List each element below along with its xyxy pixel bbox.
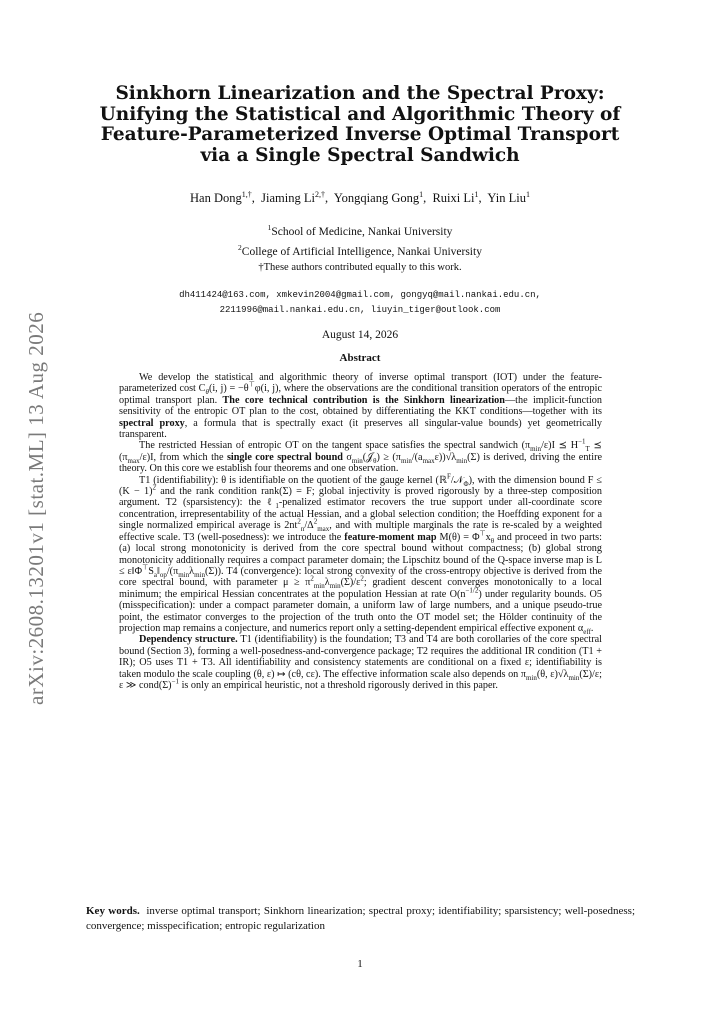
author-list: Han Dong$^{1,\dagger}$, Jiaming $Li^{2,\dagger}$, Yongqiang Gong$^1$, Ruixi Li$^1$, Yin Liu$^1$ — [190, 190, 530, 206]
text-run: The restricted Hessian of entropic OT on the tangent space satisfies the spectral sandwich (π — [139, 440, 531, 452]
math-script-run: Φ — [463, 479, 469, 488]
math-script-run: min — [400, 456, 412, 465]
math-script-run: T — [585, 445, 590, 454]
paper-title — [85, 84, 635, 166]
keywords — [86, 904, 635, 934]
math-script-run: F — [447, 472, 451, 481]
text-run: (Σ) is derived, driving the entire theory. On this core we establish four theorems and one observation. — [119, 451, 602, 475]
text-run: /Δ — [304, 520, 314, 532]
math-script-run: ⊤ — [479, 529, 486, 538]
title-line: via a Single Spectral Sandwich — [200, 144, 520, 166]
keywords-label: Key words. — [86, 905, 140, 917]
email-block — [85, 288, 635, 318]
math-script-run: a — [153, 570, 157, 579]
affiliation-mark: 2 — [238, 242, 242, 252]
text-run: T1 (identifiability) is the foundation; T3 and T4 are both corollaries of the core spectral bound (Section 3), forming a well-posedness-and-convergence package; T2 requires the additional IR condition (T1 + IR); O5 uses T1 + T3. All identifiability and consistency statements are conditional on a fixed ε; identifiability is taken modulo the scale coupling (θ, ε) ↦ (cθ, cε). The effective information scale also depends on π — [119, 634, 602, 680]
author-name: Yin Liu — [487, 191, 526, 206]
math-script-run: min — [456, 456, 468, 465]
text-run: . — [590, 622, 594, 634]
title-line: Unifying the Statistical and Algorithmic Theory of — [99, 103, 621, 125]
text-run: /ε)I ⪯ H — [541, 440, 579, 452]
affiliation-text: School of Medicine, Nankai University — [271, 225, 453, 238]
text-run: /ε)I, from which the — [139, 451, 227, 463]
text-run: and proceed in two parts: (a) local strong monotonicity is derived from the core spectral bound without compactness; (b) global strong monotonicity additionally requires a compact parameter domain; the Lipschitz bound of the Q-space inverse map is L ≤ ε‖Φ — [119, 531, 602, 577]
math-script-run: eff — [583, 627, 591, 636]
text-run: -penalized estimator recovers the true support under all-coordinate score concentration, irrepresentability of the actual Hessian, and a global selection condition; the Hoeffding exponent for a single normalized empirical average is 2nt — [119, 497, 602, 532]
math-script-run: −1 — [171, 677, 180, 686]
paper-date: August 14, 2026 — [321, 329, 399, 341]
math-script-run: θ — [373, 456, 377, 465]
text-run: (Σ)). T4 (convergence): local strong convexity of the cross-entropy objective is derived from the core spectral bound, with parameter μ ≥ π — [119, 565, 602, 589]
affiliation — [85, 220, 635, 240]
math-script-run: min — [194, 570, 205, 579]
math-script-run: 2 — [360, 574, 364, 583]
author-name: Jiaming Li — [261, 191, 315, 206]
text-run: x — [485, 531, 491, 543]
math-script-run: op — [159, 570, 167, 579]
affiliations — [85, 220, 635, 260]
text-run: φ(i, j), where the observations are the conditional transition operators of the entropic optimal transport plan. — [119, 383, 602, 406]
math-script-run: 2 — [310, 574, 314, 583]
math-script-run: min — [329, 582, 341, 591]
math-script-run: n — [300, 525, 305, 534]
text-run: λ — [324, 577, 330, 589]
text-run: (Σ)/ε — [340, 577, 361, 589]
text-run: S — [148, 565, 154, 577]
text-run: M(θ) = Φ — [436, 531, 480, 543]
math-script-run: min — [530, 445, 542, 454]
math-script-run: θ — [490, 536, 495, 545]
text-run: ; gradient descent converges monotonically to a local minimum; the empirical Hessian concentrates at the population Hessian at rate O(n — [119, 577, 602, 600]
title-line: Feature-Parameterized Inverse Optimal Transport — [100, 124, 620, 145]
math-script-run: max — [317, 525, 330, 534]
page-number: 1 — [357, 958, 363, 970]
math-script-run: 2 — [152, 483, 157, 492]
email-line: dh411424@163.com, xmkevin2004@gmail.com, gongyq@mail.nankai.edu.cn, — [179, 290, 541, 300]
author-name: Han Dong — [190, 191, 242, 206]
author-mark: 1 — [474, 190, 479, 199]
affiliation — [85, 240, 635, 260]
text-run: λ — [189, 565, 195, 577]
math-script-run: ⊤ — [248, 381, 255, 390]
text-run: ) under regularity bounds. O5 (misspecification): under a compact parameter domain, a uniform law of large numbers, and a unique pseudo-true point, the estimator converges to the projection of the truth onto the OT model set; the Hölder continuity of the projection map remains a conjecture, and numerics report only a setting-dependent empirical effective exponent α — [119, 588, 602, 634]
text-run: ε))√λ — [434, 451, 457, 463]
bold-text-run: feature-moment map — [344, 531, 437, 543]
math-script-run: min — [568, 673, 580, 682]
title-line: Sinkhorn Linearization and the Spectral Proxy: — [115, 83, 605, 104]
abstract-paragraph — [119, 440, 602, 474]
bold-text-run: single core spectral bound — [226, 451, 343, 463]
math-script-run: max — [422, 456, 435, 465]
math-script-run: min — [525, 673, 537, 682]
arxiv-sidebar-stamp: arXiv:2608.13201v1 [stat.ML] 13 Aug 2026 — [24, 311, 48, 705]
text-run: —the implicit-function sensitivity of the entropic OT plan to the cost, obtained by differentiating the KKT conditions—together with its — [119, 394, 602, 418]
text-run: /(a — [411, 451, 423, 463]
math-script-run: min — [178, 570, 190, 579]
text-run: (𝒥 — [362, 451, 374, 463]
math-script-run: θ — [205, 388, 209, 397]
equal-contribution-note: †These authors contributed equally to this work. — [258, 262, 462, 273]
keywords-text: inverse optimal transport; Sinkhorn linearization; spectral proxy; identifiability; sparsistency; well-posedness; convergence; misspecification; entropic regularization — [86, 905, 635, 932]
math-script-run: 1 — [275, 502, 279, 511]
affiliation-mark: 1 — [267, 223, 272, 232]
text-run: T1 (identifiability): θ is identifiable on the quotient of the gauge kernel (ℝ — [139, 474, 448, 486]
abstract-paragraph — [119, 472, 602, 636]
text-run: ), with the dimension bound F ≤ (K − 1) — [119, 474, 602, 498]
math-script-run: 2 — [297, 517, 301, 526]
math-script-run: min — [313, 582, 325, 591]
text-run: σ — [342, 451, 352, 463]
author-mark: 2,† — [314, 190, 325, 199]
abstract-heading: Abstract — [339, 352, 381, 364]
abstract-body — [119, 372, 602, 691]
bold-text-run: Dependency structure. — [139, 634, 238, 646]
text-run: ⪯ (π — [119, 440, 602, 463]
affiliation-text: College of Artificial Intelligence, Nankai University — [241, 245, 482, 258]
math-script-run: −1 — [578, 438, 586, 447]
text-run: , a formula that is spectrally exact (it preserves all singular-value bounds) yet geometrically transparent. — [119, 417, 603, 441]
text-run: (Σ)/ε; ε ≫ cond(Σ) — [119, 668, 602, 691]
abstract-paragraph — [119, 372, 602, 440]
text-run: ) ≥ (π — [376, 451, 401, 463]
bold-text-run: The core technical contribution is the Sinkhorn linearization — [222, 394, 505, 406]
author-mark: 1 — [419, 190, 424, 199]
bold-text-run: spectral proxy — [119, 417, 185, 429]
text-run: /𝒩 — [450, 474, 464, 486]
author-mark: 1 — [525, 190, 530, 199]
text-run: (i, j) = −θ — [208, 383, 249, 395]
math-script-run: max — [127, 456, 140, 465]
text-run: , and with multiple marginals the rate is re-scaled by a weighted effective scale. T3 (well-posedness): we introduce the — [119, 520, 602, 543]
text-run: is only an empirical heuristic, not a threshold rigorously derived in this paper. — [179, 679, 498, 691]
email-line: 2211996@mail.nankai.edu.cn, liuyin_tiger@outlook.com — [219, 305, 501, 315]
author-name: Yongqiang Gong — [333, 191, 420, 206]
math-script-run: min — [351, 456, 363, 465]
math-script-run: 2 — [313, 517, 318, 526]
text-run: and the rank condition rank(Σ) = F; global injectivity is proved rigorously by a three-step composition argument. T2 (sparsistency): the ℓ — [119, 486, 602, 509]
author-mark: 1,† — [241, 190, 252, 199]
text-run: ‖ — [156, 565, 160, 577]
text-run: We develop the statistical and algorithmic theory of inverse optimal transport (IOT) under the feature-parameterized cost C — [119, 372, 602, 395]
math-script-run: ⊤ — [142, 563, 149, 572]
text-run: (θ, ε)√λ — [536, 668, 569, 680]
math-script-run: −1/2 — [465, 586, 479, 595]
text-run: /(π — [166, 565, 179, 577]
author-name: Ruixi Li — [432, 191, 475, 206]
abstract-paragraph — [119, 634, 602, 691]
